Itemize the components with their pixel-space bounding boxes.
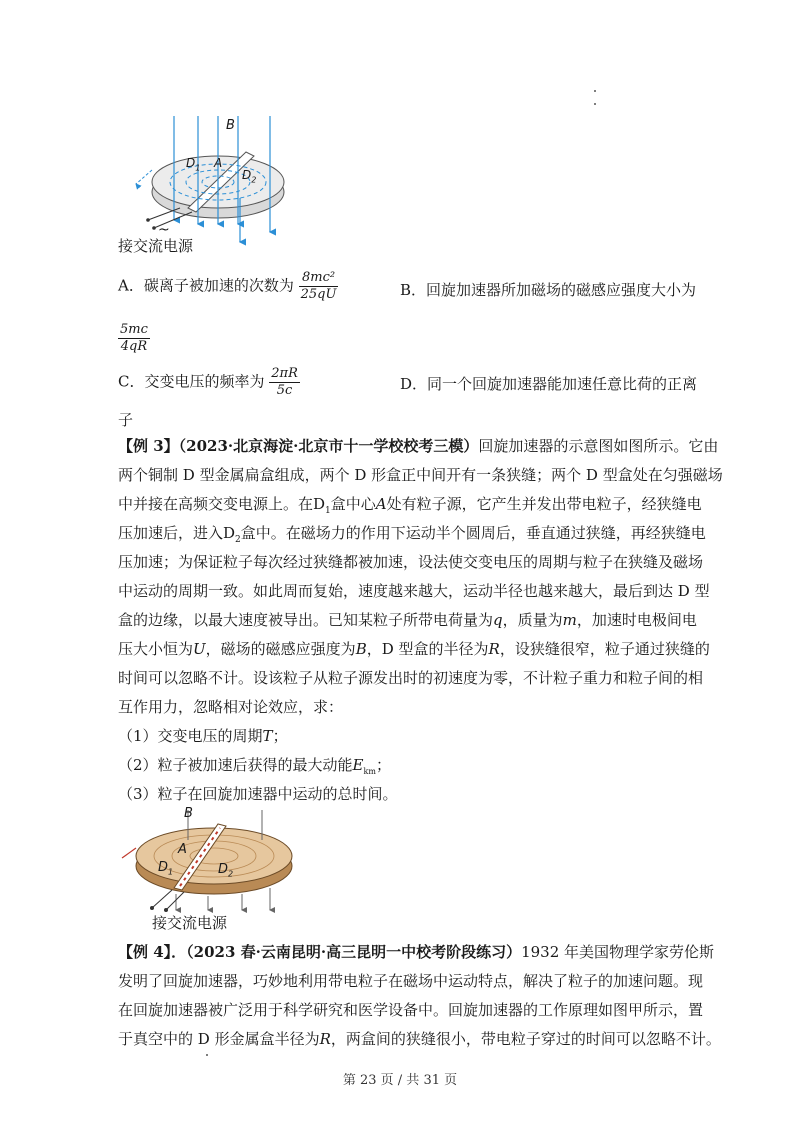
cyclotron-diagram-2: [118, 810, 298, 914]
fig2-label-b: B: [184, 806, 193, 821]
option-c: [118, 366, 300, 399]
stray-dot: [594, 103, 596, 105]
option-d-cont: 子: [118, 411, 134, 429]
example3-line-9: 时间可以忽略不计。设该粒子从粒子源发出时的初速度为零，不计粒子重力和粒子间的相: [118, 669, 704, 687]
example4-line-1: 【例 4】．（2023 春·云南昆明·高三昆明一中校考阶段练习）1932 年美国物理学家劳伦斯: [118, 943, 715, 961]
fig2-label-d1: $D_1$: [158, 860, 174, 877]
example3-line-7: 盒的边缘，以最大速度被导出。已知某粒子所带电荷量为q，质量为m，加速时电极间电: [118, 611, 697, 629]
example4-line-2: 发明了回旋加速器，巧妙地利用带电粒子在磁场中运动特点，解决了粒子的加速问题。现: [118, 972, 704, 990]
cyclotron-diagram-1: [118, 112, 318, 247]
question-1: （1）交变电压的周期T；: [118, 727, 288, 745]
example3-line-3: 中并接在高频交变电源上。在$D_1$盒中心A处有粒子源，它产生并发出带电粒子，经狭缝电: [118, 495, 702, 516]
fig1-label-d1: $D_1$: [186, 156, 201, 173]
figure-cyclotron-1: [118, 112, 318, 247]
fig1-label-a: A: [214, 156, 223, 170]
example4-line-4: 于真空中的 D 形金属盒半径为R，两盒间的狭缝很小，带电粒子穿过的时间可以忽略不计。: [118, 1030, 721, 1048]
example3-line-4: 压加速后，进入$D_2$盒中。在磁场力的作用下运动半个圆周后，垂直通过狭缝，再经狭缝电: [118, 524, 706, 545]
fig2-label-a: A: [178, 842, 187, 857]
fig1-label-d2: $D_2$: [242, 168, 257, 185]
example3-line-10: 互作用力，忽略相对论效应，求：: [118, 698, 344, 716]
example3-line-8: 压大小恒为U，磁场的磁感应强度为B，D 型盒的半径为R，设狭缝很窄，粒子通过狭缝的: [118, 640, 710, 658]
option-d: D．同一个回旋加速器能加速任意比荷的正离: [400, 375, 698, 393]
fig2-label-d2: $D_2$: [218, 862, 234, 879]
fig1-caption: 接交流电源: [118, 237, 194, 255]
question-3: （3）粒子在回旋加速器中运动的总时间。: [118, 785, 398, 803]
option-c-text: C．交变电压的频率为: [118, 372, 265, 391]
example3-tag: 【例 3】: [118, 437, 179, 455]
example3-source: （2023·北京海淀·北京市十一学校校考三模）: [178, 437, 479, 455]
example3-line-5: 压加速；为保证粒子每次经过狭缝都被加速，设法使交变电压的周期与粒子在狭缝及磁场: [118, 553, 704, 571]
example3-line-6: 中运动的周期一致。如此周而复始，速度越来越大，运动半径也越来越大，最后到达 D 型: [118, 582, 710, 600]
stray-dot: [206, 1054, 208, 1056]
option-b: B．回旋加速器所加磁场的磁感应强度大小为: [400, 281, 697, 299]
fig1-label-b: B: [226, 118, 235, 133]
example3-line-2: 两个铜制 D 型金属扁盒组成，两个 D 形盒正中间开有一条狭缝；两个 D 型盒处在匀强磁场: [118, 466, 723, 484]
page-footer: 第 23 页 / 共 31 页: [342, 1073, 458, 1088]
fig1-label-tilde: ~: [158, 222, 170, 238]
figure-cyclotron-2: [118, 806, 298, 934]
example4-line-3: 在回旋加速器被广泛用于科学研究和医学设备中。回旋加速器的工作原理如图甲所示，置: [118, 1001, 704, 1019]
option-c-fraction: $\frac{2\pi R}{5c}$: [271, 366, 298, 398]
stray-dot: [594, 90, 596, 92]
option-a-fraction: $\frac{\text{8mc²}}{25qU}$: [300, 270, 337, 302]
option-a-text: A．碳离子被加速的次数为: [118, 276, 294, 295]
example4-tag: 【例 4】．: [118, 943, 187, 961]
example4-source: （2023 春·云南昆明·高三昆明一中校考阶段练习）: [186, 943, 522, 961]
example3-line-1: 【例 3】（2023·北京海淀·北京市十一学校校考三模）回旋加速器的示意图如图所示。它由: [118, 437, 719, 455]
option-a: [118, 270, 338, 303]
option-b-fraction: $\frac{5mc}{4qR}$: [120, 322, 148, 354]
fig2-caption: 接交流电源: [152, 914, 228, 932]
question-2: （2）粒子被加速后获得的最大动能$E_{km}$；: [118, 756, 391, 776]
